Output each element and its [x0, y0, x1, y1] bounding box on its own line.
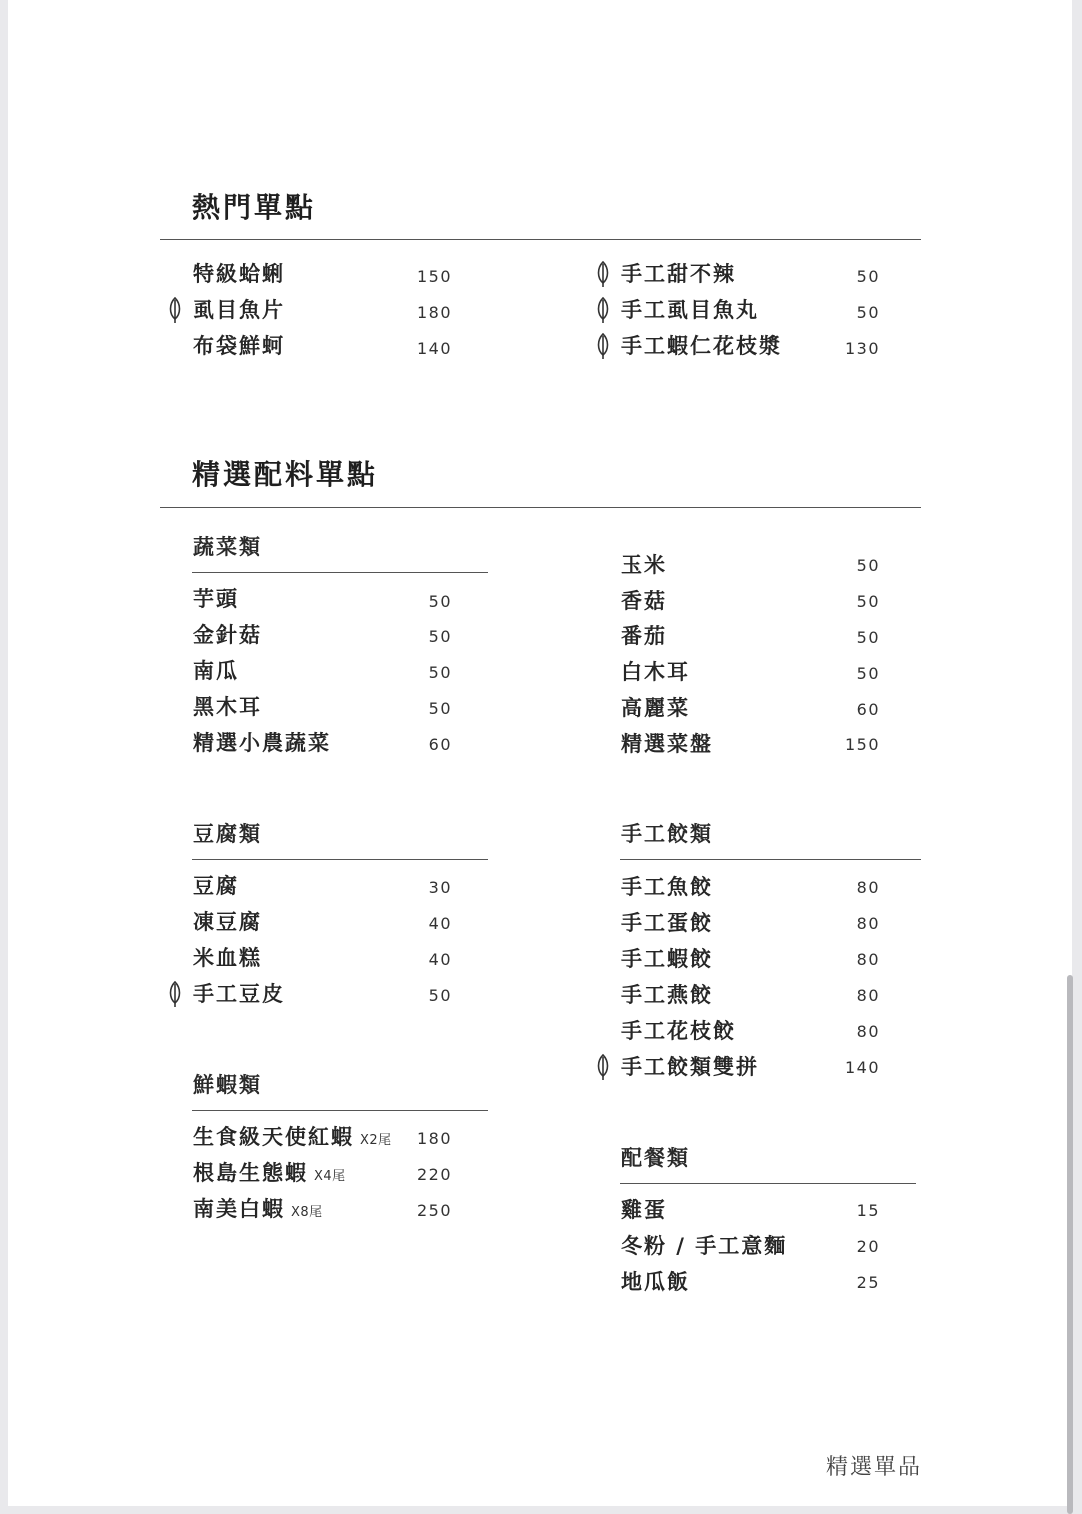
menu-item-name: 生食級天使紅蝦 X2尾	[193, 1125, 392, 1149]
menu-item-price: 250	[416, 1201, 452, 1220]
menu-item-name: 玉米	[621, 553, 667, 577]
menu-item-price: 220	[416, 1165, 452, 1184]
menu-item-name: 手工甜不辣	[621, 262, 736, 286]
menu-item-name: 精選小農蔬菜	[193, 731, 331, 755]
leaf-icon	[596, 296, 610, 324]
popular-title: 熱門單點	[192, 191, 317, 224]
vegetables-title: 蔬菜類	[193, 535, 262, 559]
menu-item-price: 180	[416, 303, 452, 322]
menu-item-price: 50	[856, 628, 880, 647]
menu-item-price: 180	[416, 1129, 452, 1148]
menu-item-name: 白木耳	[621, 660, 690, 684]
menu-item-name: 手工虱目魚丸	[621, 298, 759, 322]
menu-item-name: 根島生態蝦 X4尾	[193, 1161, 346, 1185]
leaf-icon	[168, 980, 182, 1008]
quantity-note: X8尾	[291, 1205, 323, 1220]
menu-item-price: 150	[844, 735, 880, 754]
menu-item-price: 40	[428, 950, 452, 969]
menu-item-price: 50	[428, 699, 452, 718]
menu-item-name: 手工蝦餃	[621, 947, 713, 971]
menu-item-price: 150	[416, 267, 452, 286]
menu-item-name: 手工花枝餃	[621, 1019, 736, 1043]
menu-item-price: 140	[844, 1058, 880, 1077]
menu-item-name: 精選菜盤	[621, 732, 713, 756]
menu-item-price: 140	[416, 339, 452, 358]
menu-item-name: 特級蛤蜊	[193, 262, 285, 286]
selected-title: 精選配料單點	[192, 458, 379, 491]
sides-divider	[620, 1183, 916, 1184]
shrimp-title: 鮮蝦類	[193, 1073, 262, 1097]
menu-item-price: 50	[428, 663, 452, 682]
menu-item-price: 50	[428, 627, 452, 646]
leaf-icon	[168, 296, 182, 324]
menu-item-price: 60	[428, 735, 452, 754]
leaf-icon	[596, 260, 610, 288]
menu-item-price: 40	[428, 914, 452, 933]
menu-item-price: 50	[856, 556, 880, 575]
menu-item-price: 80	[856, 986, 880, 1005]
menu-item-name: 米血糕	[193, 946, 262, 970]
menu-item-name: 芋頭	[193, 587, 239, 611]
menu-item-name: 手工豆皮	[193, 982, 285, 1006]
menu-item-name: 香菇	[621, 589, 667, 613]
menu-item-price: 80	[856, 1022, 880, 1041]
menu-item-name: 手工魚餃	[621, 875, 713, 899]
menu-item-price: 60	[856, 700, 880, 719]
quantity-note: X4尾	[314, 1169, 346, 1184]
leaf-icon	[596, 332, 610, 360]
menu-item-name: 虱目魚片	[193, 298, 285, 322]
popular-divider	[160, 239, 921, 240]
scrollbar[interactable]	[1067, 975, 1073, 1514]
menu-item-price: 80	[856, 878, 880, 897]
menu-item-price: 15	[856, 1201, 880, 1220]
footer-label: 精選單品	[825, 1455, 922, 1480]
menu-item-name: 南美白蝦 X8尾	[193, 1197, 323, 1221]
menu-page	[8, 0, 1072, 1506]
menu-item-name: 地瓜飯	[621, 1270, 690, 1294]
menu-item-price: 50	[428, 592, 452, 611]
menu-item-name: 豆腐	[193, 874, 239, 898]
menu-item-name: 黑木耳	[193, 695, 262, 719]
quantity-note: X2尾	[360, 1133, 392, 1148]
sides-title: 配餐類	[621, 1146, 690, 1170]
dumplings-divider	[620, 859, 921, 860]
menu-item-name: 手工蛋餃	[621, 911, 713, 935]
menu-item-name: 布袋鮮蚵	[193, 334, 285, 358]
leaf-icon	[596, 1053, 610, 1081]
menu-item-price: 130	[844, 339, 880, 358]
menu-item-price: 50	[856, 267, 880, 286]
tofu-title: 豆腐類	[193, 822, 262, 846]
menu-item-name: 金針菇	[193, 623, 262, 647]
vegetables-divider	[192, 572, 488, 573]
tofu-divider	[192, 859, 488, 860]
menu-item-name: 冬粉 / 手工意麵	[621, 1234, 788, 1258]
menu-item-price: 25	[856, 1273, 880, 1292]
menu-item-name: 高麗菜	[621, 696, 690, 720]
menu-item-price: 80	[856, 914, 880, 933]
menu-item-name: 凍豆腐	[193, 910, 262, 934]
menu-item-name: 番茄	[621, 624, 667, 648]
menu-item-price: 80	[856, 950, 880, 969]
menu-item-name: 手工蝦仁花枝漿	[621, 334, 782, 358]
menu-item-price: 50	[856, 303, 880, 322]
menu-item-price: 30	[428, 878, 452, 897]
menu-item-price: 50	[856, 592, 880, 611]
menu-item-name: 手工燕餃	[621, 983, 713, 1007]
selected-divider	[160, 507, 921, 508]
menu-item-name: 雞蛋	[621, 1198, 667, 1222]
shrimp-divider	[192, 1110, 488, 1111]
menu-item-price: 50	[428, 986, 452, 1005]
menu-item-name: 手工餃類雙拼	[621, 1055, 759, 1079]
menu-item-name: 南瓜	[193, 659, 239, 683]
menu-item-price: 20	[856, 1237, 880, 1256]
menu-item-price: 50	[856, 664, 880, 683]
dumplings-title: 手工餃類	[621, 822, 713, 846]
